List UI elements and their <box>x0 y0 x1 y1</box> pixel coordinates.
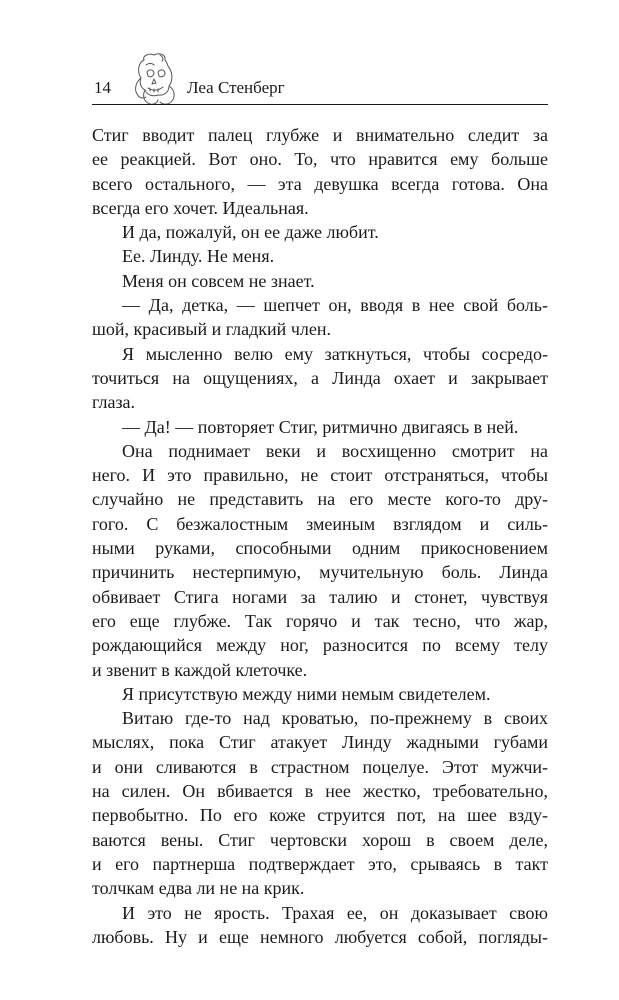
paragraph <box>92 269 548 293</box>
text-line: И да, пожалуй, он ее даже любит. <box>122 222 379 243</box>
paragraph <box>92 220 548 244</box>
text-line: рождающийся между ног, разносится по всему телу <box>92 635 548 656</box>
text-line: и его партнерша подтверждает это, срываясь в такт <box>92 853 548 874</box>
running-title: Леа Стенберг <box>187 78 285 97</box>
text-line: всего остального, — эта девушка всегда готова. Она <box>92 173 548 194</box>
text-line: Стиг вводит палец глубже и внимательно следит за <box>92 125 548 145</box>
text-line: точиться на ощущениях, а Линда охает и закрывает <box>92 367 548 388</box>
text-line: первобытно. По его коже струится пот, на шее взду- <box>92 805 548 826</box>
text-line: случайно не представить на его месте кого-то дру- <box>92 489 548 510</box>
skull-emblem-icon <box>132 52 178 108</box>
paragraph <box>92 439 548 682</box>
text-line: и звенит в каждой клеточке. <box>92 659 308 680</box>
paragraph <box>92 706 548 900</box>
page-header <box>92 52 548 106</box>
text-line: шой, красивый и гладкий член. <box>92 319 331 340</box>
text-line: на силен. Он вбивается в нее жестко, требовательно, <box>92 781 548 802</box>
text-line: глаза. <box>92 392 136 413</box>
text-line: — Да! — повторяет Стиг, ритмично двигаясь в ней. <box>122 416 519 437</box>
text-line: Меня он совсем не знает. <box>122 270 315 291</box>
paragraph <box>92 901 548 950</box>
text-line: него. И это правильно, не стоит отстраняться, чтобы <box>92 465 548 486</box>
text-line: ваются вены. Стиг чертовски хорош в своем деле, <box>92 829 548 850</box>
text-line: Она поднимает веки и восхищенно смотрит на <box>122 440 548 461</box>
text-line: гого. С безжалостным змеиным взглядом и силь- <box>92 513 548 534</box>
text-line: ными руками, способными одним прикосновением <box>92 538 548 559</box>
text-line: толчкам едва ли не на крик. <box>92 878 305 899</box>
text-line: Я присутствую между ними немым свидетелем. <box>122 683 491 704</box>
text-line: и они сливаются в страстном поцелуе. Этот мужчи- <box>92 756 548 777</box>
paragraph <box>92 293 548 342</box>
text-line: Витаю где-то над кроватью, по-прежнему в своих <box>122 708 548 729</box>
paragraph <box>92 415 548 439</box>
text-line: всегда его хочет. Идеальная. <box>92 197 309 218</box>
text-line: обвивает Стига ногами за талию и стонет, чувствуя <box>92 586 548 607</box>
page-number: 14 <box>94 78 111 97</box>
text-line: ее реакцией. Вот оно. То, что нравится ему больше <box>92 149 548 170</box>
paragraph <box>92 682 548 706</box>
text-line: Ее. Линду. Не меня. <box>122 246 275 267</box>
text-line: его еще глубже. Так горячо и так тесно, что жар, <box>92 610 548 631</box>
text-line: любовь. Ну и еще немного любуется собой, погляды- <box>92 926 548 947</box>
paragraph <box>92 244 548 268</box>
paragraph <box>92 123 548 220</box>
text-line: — Да, детка, — шепчет он, вводя в нее свой боль- <box>122 295 548 316</box>
text-line: причинить нестерпимую, мучительную боль. Линда <box>92 562 548 583</box>
header-rule <box>92 104 548 105</box>
text-line: Я мысленно велю ему заткнуться, чтобы сосредо- <box>122 343 548 364</box>
page-body-text <box>92 123 548 949</box>
text-line: И это не ярость. Трахая ее, он доказывает свою <box>122 902 548 923</box>
text-line: мыслях, пока Стиг атакует Линду жадными губами <box>92 732 548 753</box>
paragraph <box>92 342 548 415</box>
